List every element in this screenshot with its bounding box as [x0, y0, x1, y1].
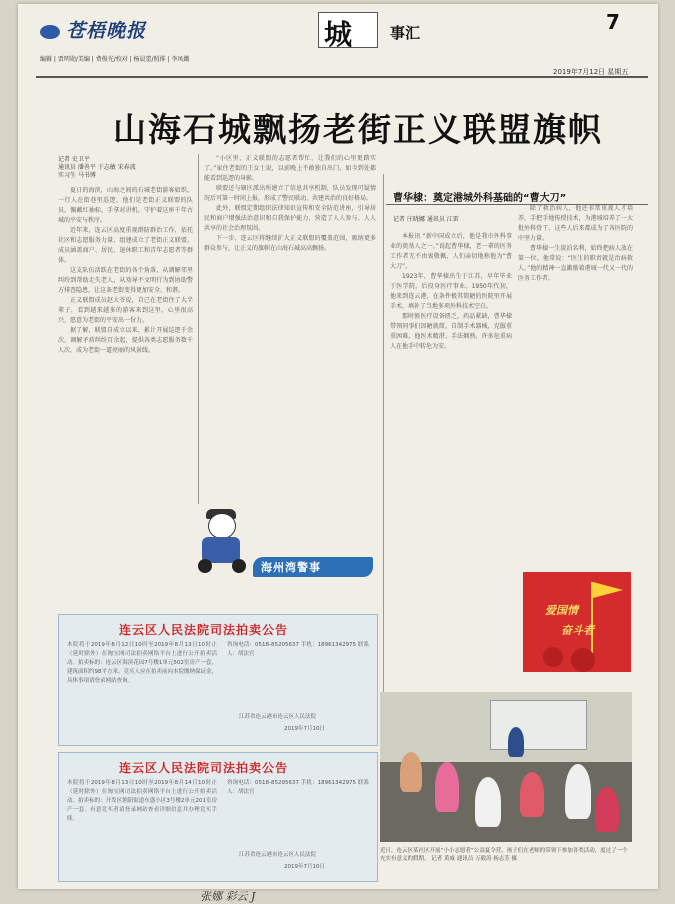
court-auction-notice-2 — [58, 752, 378, 882]
notice-date: 2019年7月10日 — [284, 726, 325, 732]
notice-contact: 咨询电话：0518-85205637 手机：18961342975 联系人：胡法官 — [227, 642, 369, 657]
patriotism-promo-graphic — [523, 572, 631, 672]
side-article-byline: 记者 庄晓娜 通讯员 江雷 — [393, 216, 459, 223]
notice-title: 连云区人民法院司法拍卖公告 — [119, 761, 289, 775]
article-paragraph: 那时候医疗设备匮乏，药品紧缺，曹华棣带领同事们因陋就简，自制手术器械，克服重重困难。他医术精湛、手法娴熟，许多危重病人在他手中转危为安。 — [390, 313, 512, 350]
article-paragraph: 本报讯 “新中国成立后，他是我市外科事业的奠基人之一。”说起曹华棣，老一辈的医务工作者无不由衷敬佩，人们亲切地称他为“曹大刀”。 — [390, 233, 512, 270]
article-paragraph: 下一步，连云区将继续扩大正义联盟的覆盖范围，吸纳更多群众参与，让正义的旗帜在山海石城高高飘扬。 — [204, 235, 376, 252]
main-article-column — [58, 186, 193, 506]
article-paragraph: 1923年，曹华棣出生于江苏，早年毕业于医学院，后投身医疗事业。1950年代初，他来到连云港，在条件极其简陋的医院里开展手术，填补了当地多项外科技术空白。 — [390, 273, 512, 310]
police-column-title: 海州湾警事 — [261, 561, 321, 574]
notice-contact: 咨询电话：0518-85295637 手机：18961342975 联系人：胡法官 — [227, 780, 369, 795]
mid-article-column — [204, 154, 376, 509]
news-photo — [380, 692, 632, 842]
masthead-rule — [36, 76, 648, 78]
caption-text: 近日，连云区某社区开展“小小志愿者”公益夏令营，孩子们在老师的带领下参加各类活动，度过了一个充实有意义的假期。 — [380, 848, 628, 862]
court-auction-notice-1 — [58, 614, 378, 746]
police-column-logo — [253, 549, 373, 579]
section-box — [318, 12, 378, 51]
notice-issuer: 江苏省连云港市连云区人民法院 — [239, 714, 317, 720]
column-divider — [198, 154, 199, 504]
notice-body: 本院将于2019年8月12日10时至2019年8月13日10时止（延时除外）在淘宝网司法拍卖网络平台上进行公开拍卖活动。拍卖标的：连云区海滨花园7号楼1单元502室房产一套，建筑面积约98平方米。竞买人应在拍卖前向本院缴纳保证金，具体事项请登录网站查询。 — [67, 642, 217, 684]
byline-line: 通讯员 潘善平 于志敏 宋春波 — [58, 164, 136, 171]
editor-credits: 编辑 | 贾明勋/美编 | 费俊光/校对 | 杨晨蕾/照排 | 李凤娥 — [40, 56, 190, 63]
projector-screen — [490, 700, 587, 750]
police-mascot-icon — [196, 509, 248, 574]
section-subtitle: 事汇 — [390, 24, 421, 42]
column-divider — [383, 174, 384, 694]
article-paragraph: 联盟还与辖区派出所建立了信息共享机制，队员发现可疑情况后可第一时间上报，形成了警民联动、共建共治的良好格局。 — [204, 185, 376, 202]
byline-line: 实习生 马书博 — [58, 172, 96, 179]
section-character: 城 — [324, 18, 353, 51]
article-paragraph: 正义联盟成员赵大爷说，自己在老街住了大半辈子，看到越来越多的游客来到这里，心里很高兴，愿意为老街的平安出一份力。 — [58, 297, 193, 324]
article-paragraph: 据了解，联盟自成立以来，累计开展巡逻千余次，调解矛盾纠纷百余起，提供各类志愿服务数千人次，成为老街一道亮丽的风景线。 — [58, 327, 193, 354]
promo-text-1: 爱国情 — [545, 604, 578, 617]
article-paragraph: “小区里，正义联盟的志愿者帮忙，让我们的心里更踏实了。”家住老街的王女士说，以前晚上不敢独自出门，如今到处都能看到巡逻的身影。 — [204, 155, 376, 182]
promo-text-2: 奋斗者 — [561, 624, 594, 637]
issue-date: 2019年7月12日 星期五 — [553, 68, 629, 76]
notice-issuer: 江苏省连云港市连云区人民法院 — [239, 852, 317, 858]
notice-body: 本院将于2019年8月13日10时至2019年8月14日10时止（延时除外）在淘宝网司法拍卖网络平台上进行公开拍卖活动。拍卖标的：开发区朝阳街道东盛小区3号楼2单元201室房产一套。有意竞买者请登录网站查看详细信息并办理竞买手续。 — [67, 780, 217, 822]
photo-caption — [380, 847, 632, 863]
article-paragraph: 这支队伍活跃在老街的各个角落，从调解邻里纠纷到帮助走失老人，从劝导不文明行为到协助警方排查隐患，让这条老街变得更加安全、和谐。 — [58, 267, 193, 294]
paper-logo — [40, 16, 146, 43]
paper-logo-icon — [40, 25, 60, 39]
article-paragraph: 近年来，连云区高度重视群防群治工作，依托社区和志愿服务力量，组建成立了老街正义联盟，成员涵盖商户、居民、退休职工和青年志愿者等群体。 — [58, 227, 193, 264]
main-headline: 山海石城飘扬老街正义联盟旗帜 — [113, 110, 603, 149]
side-article-title: 曹华棣：奠定港城外科基础的“曹大刀” — [393, 193, 567, 204]
paper-name: 苍梧晚报 — [66, 20, 147, 42]
handwritten-signature: 张娜 彩云 J — [200, 890, 256, 903]
masthead — [18, 4, 658, 74]
caption-credit: 记者 黄威 通讯员 万毅涛 杨志芳 摄 — [431, 856, 518, 862]
side-article-column-1 — [390, 232, 512, 687]
article-paragraph: 夏日的海滨，山海之间的石城老街游客如织。一行人在街巷里巡逻，他们是老街正义联盟的队员，佩戴红袖标，手拿对讲机，守护着这座千年古城的平安与秩序。 — [58, 187, 193, 224]
side-article-column-2 — [518, 204, 633, 569]
page-number: 7 — [606, 10, 620, 34]
byline-line: 记者 史卫平 — [58, 156, 90, 163]
newspaper-page — [18, 4, 658, 889]
article-paragraph: 除了救治病人，他还非常重视人才培养，手把手地传授技术，为港城培养了一大批外科骨干，这些人后来都成为了各医院的中坚力量。 — [518, 205, 633, 242]
article-paragraph: 曹华棣一生淡泊名利，始终把病人放在第一位。他常说：“医生的职责就是治病救人。”他的精神一直激励着港城一代又一代的医务工作者。 — [518, 245, 633, 282]
main-byline — [58, 156, 136, 180]
notice-date: 2019年7月10日 — [284, 864, 325, 870]
notice-title: 连云区人民法院司法拍卖公告 — [119, 623, 289, 637]
article-paragraph: 此外，联盟定期组织法律知识宣传和安全防范讲座，引导居民和商户增强法治意识和自我保护能力，营造了人人参与、人人共享的社会治理氛围。 — [204, 205, 376, 232]
